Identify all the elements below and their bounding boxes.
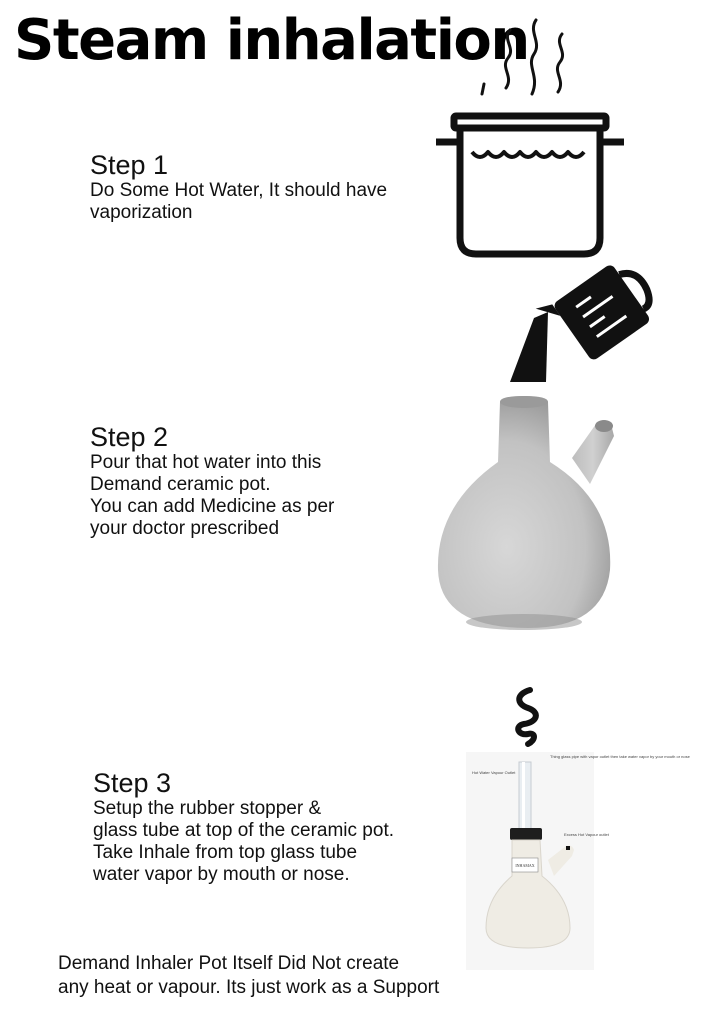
footer-line: Demand Inhaler Pot Itself Did Not create	[58, 953, 400, 974]
glass-pipe-label: Thing glass pipe with vapor outlet then take water vapor by your mouth or nose	[550, 754, 690, 759]
footer-note	[58, 952, 439, 1000]
ceramic-pot-image	[432, 392, 618, 634]
step-1-text	[90, 180, 387, 224]
step-2-line: Demand ceramic pot.	[90, 474, 271, 495]
step-2-line: You can add Medicine as per	[90, 496, 335, 517]
measuring-jug-icon	[506, 258, 656, 388]
step-3-line: Setup the rubber stopper &	[93, 798, 322, 819]
excess-vapour-label: Excess Hot Vapour outlet	[564, 832, 609, 837]
footer-line: any heat or vapour. Its just work as a Support	[58, 977, 440, 998]
cooking-pot-icon	[432, 108, 628, 264]
brand-label: INHAMAX	[515, 863, 535, 868]
step-3-text	[93, 798, 394, 886]
smoke-icon	[508, 686, 548, 750]
step-3-heading: Step 3	[93, 768, 172, 798]
page-title: Steam inhalation	[14, 8, 529, 73]
vapour-outlet-label: Hot Water Vapour Outlet	[472, 770, 516, 775]
inhaler-pot-photo	[466, 752, 690, 970]
step-1-line: vaporization	[90, 202, 193, 223]
steam-icon	[476, 14, 596, 104]
step-3-line: water vapor by mouth or nose.	[93, 864, 350, 885]
step-3-line: Take Inhale from top glass tube	[93, 842, 358, 863]
step-2-line: Pour that hot water into this	[90, 452, 322, 473]
step-2-line: your doctor prescribed	[90, 518, 280, 539]
step-1-heading: Step 1	[90, 150, 169, 180]
step-2-heading: Step 2	[90, 422, 169, 452]
step-2-text	[90, 452, 334, 540]
step-3-line: glass tube at top of the ceramic pot.	[93, 820, 395, 841]
step-1-line: Do Some Hot Water, It should have	[90, 180, 388, 201]
